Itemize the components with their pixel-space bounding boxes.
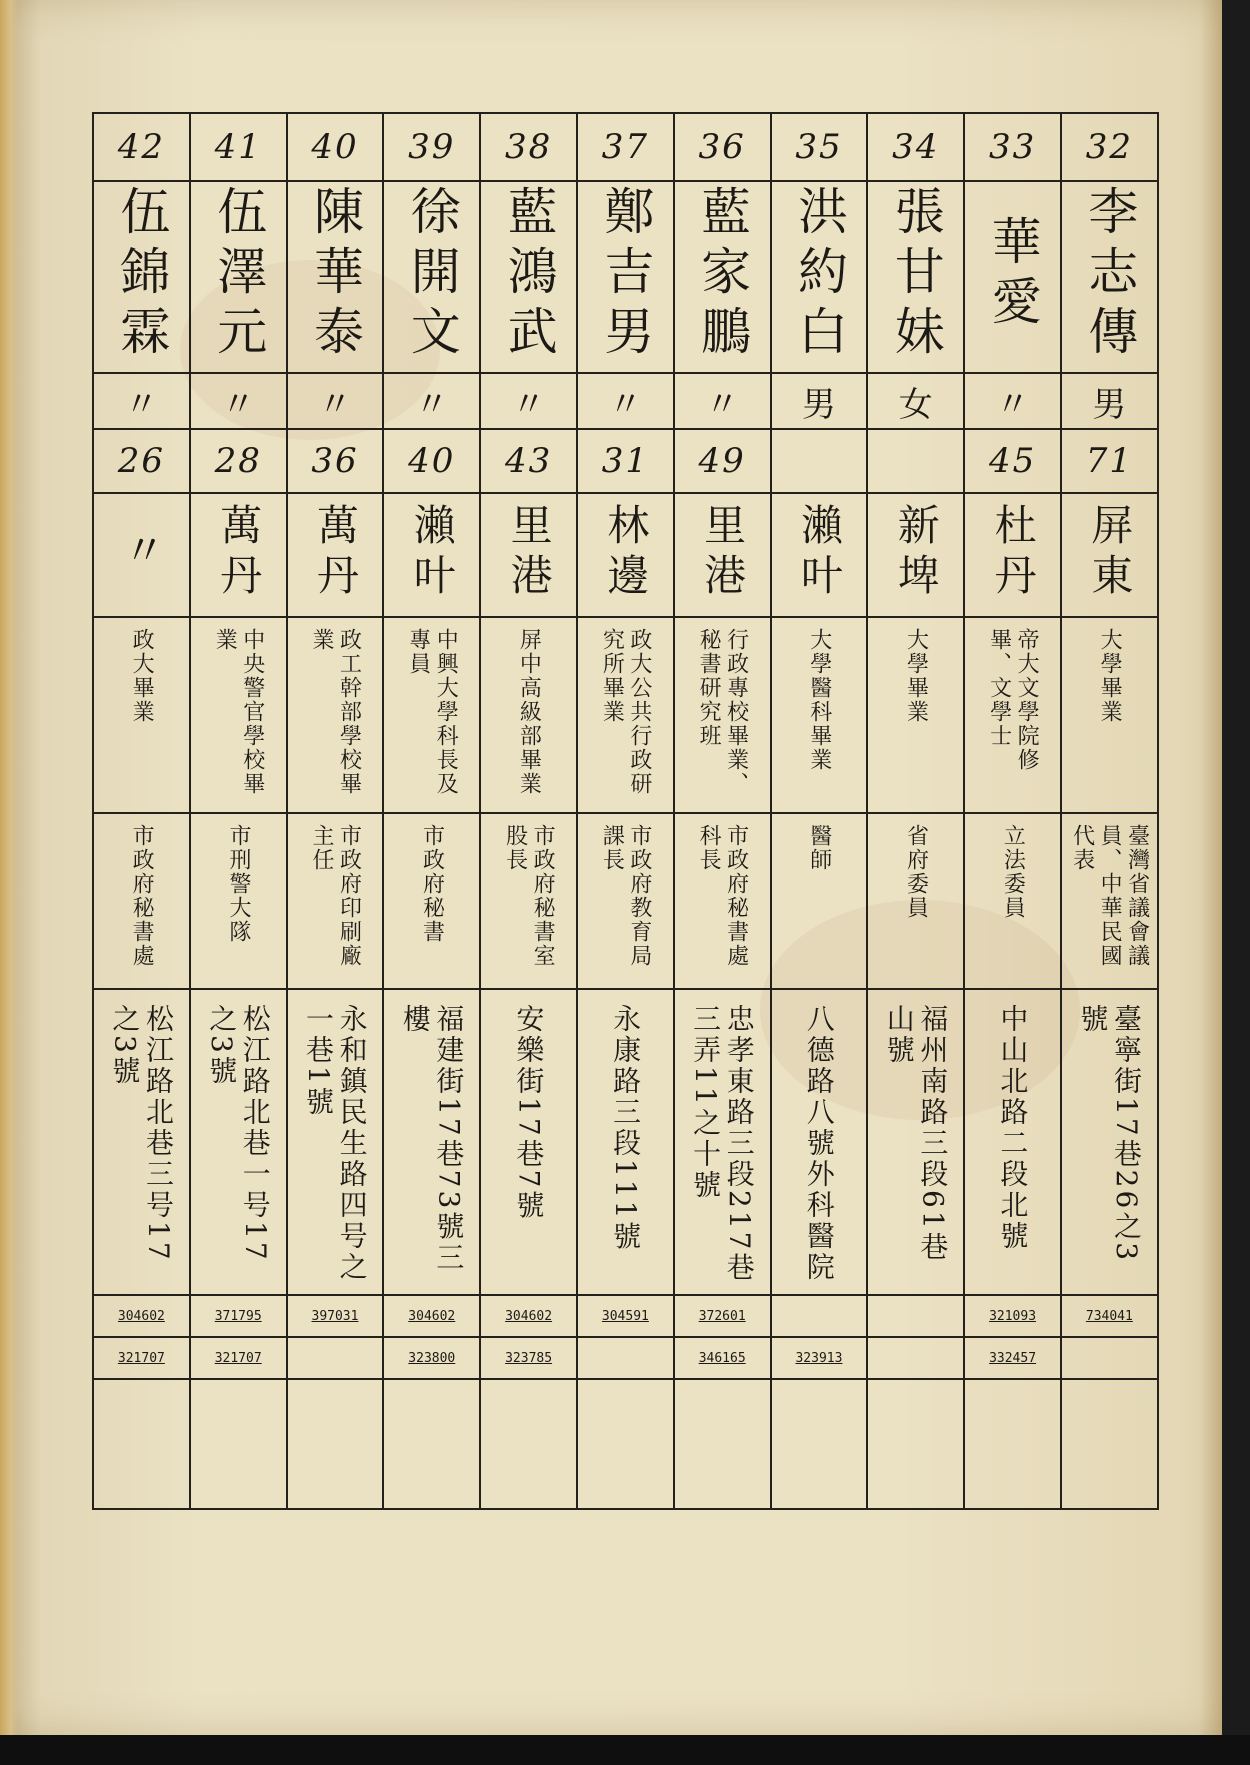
- native-place-cell: [93, 493, 190, 617]
- native-place-text: 〃: [117, 528, 167, 578]
- member-name-text: 伍澤元: [209, 185, 268, 365]
- education-text: 政大畢業: [129, 628, 155, 724]
- occupation-cell: [190, 813, 287, 989]
- education-text: 屏中高級部畢業: [516, 628, 542, 796]
- occupation-text: 市政府秘書處: [129, 824, 155, 968]
- member-name-text: 張甘妹: [886, 185, 945, 365]
- phone-1-cell: 304602: [93, 1295, 190, 1337]
- row-blank: [93, 1379, 1158, 1509]
- address-cell: [190, 989, 287, 1295]
- sex-cell: 〃: [93, 373, 190, 429]
- occupation-text: 市政府教育局課長: [599, 824, 652, 968]
- phone-2-cell: 346165: [674, 1337, 771, 1379]
- education-text: 中央警官學校畢業: [212, 628, 265, 796]
- native-place-cell: [964, 493, 1061, 617]
- sex-cell: 〃: [287, 373, 384, 429]
- education-text: 政大公共行政研究所畢業: [599, 628, 652, 796]
- sex-cell: 〃: [674, 373, 771, 429]
- member-name-cell: [964, 181, 1061, 373]
- blank-cell: [867, 1379, 964, 1509]
- sex-cell: 〃: [964, 373, 1061, 429]
- address-cell: [1061, 989, 1158, 1295]
- phone-2-cell: 323913: [771, 1337, 868, 1379]
- education-text: 大學畢業: [903, 628, 929, 724]
- address-cell: [867, 989, 964, 1295]
- sex-cell: 〃: [383, 373, 480, 429]
- education-text: 政工幹部學校畢業: [308, 628, 362, 796]
- occupation-cell: [93, 813, 190, 989]
- occupation-cell: [964, 813, 1061, 989]
- phone-1-cell: 304602: [383, 1295, 480, 1337]
- member-name-cell: [771, 181, 868, 373]
- phone-2-cell: 321707: [190, 1337, 287, 1379]
- occupation-cell: [867, 813, 964, 989]
- occupation-text: 市刑警大隊: [225, 824, 251, 944]
- native-place-text: 萬丹: [214, 503, 264, 603]
- member-name-text: 鄭吉男: [596, 185, 655, 365]
- phone-2-cell: [1061, 1337, 1158, 1379]
- member-name-cell: [383, 181, 480, 373]
- address-cell: [577, 989, 674, 1295]
- blank-cell: [383, 1379, 480, 1509]
- phone-1-cell: 371795: [190, 1295, 287, 1337]
- sex-cell: 男: [1061, 373, 1158, 429]
- native-place-cell: [867, 493, 964, 617]
- occupation-cell: [287, 813, 384, 989]
- native-place-text: 里港: [698, 503, 748, 603]
- address-cell: [771, 989, 868, 1295]
- phone-1-cell: [771, 1295, 868, 1337]
- address-text: 忠孝東路三段217巷三弄11之十號: [689, 1004, 756, 1284]
- scan-bottom-edge: [0, 1735, 1250, 1765]
- education-cell: [383, 617, 480, 813]
- education-text: 帝大文學院修畢、文學士: [986, 628, 1040, 772]
- address-text: 中山北路二段北號: [996, 1004, 1030, 1252]
- native-place-cell: [674, 493, 771, 617]
- phone-1-cell: 734041: [1061, 1295, 1158, 1337]
- phone-1-cell: 304591: [577, 1295, 674, 1337]
- native-place-text: 林邊: [601, 503, 651, 603]
- row-education: [93, 617, 1158, 813]
- blank-cell: [674, 1379, 771, 1509]
- member-name-text: 藍鴻武: [499, 185, 558, 365]
- address-text: 安樂街17巷7號: [512, 1004, 546, 1222]
- education-cell: [480, 617, 577, 813]
- entry-number-cell: 37: [577, 113, 674, 181]
- row-number: [93, 113, 1158, 181]
- phone-1-cell: 397031: [287, 1295, 384, 1337]
- blank-cell: [480, 1379, 577, 1509]
- row-address: [93, 989, 1158, 1295]
- age-cell: [771, 429, 868, 493]
- age-cell: 28: [190, 429, 287, 493]
- row-occupation: [93, 813, 1158, 989]
- phone-1-cell: [867, 1295, 964, 1337]
- native-place-cell: [1061, 493, 1158, 617]
- phone-2-cell: 323800: [383, 1337, 480, 1379]
- phone-2-cell: [867, 1337, 964, 1379]
- row-age: [93, 429, 1158, 493]
- education-cell: [577, 617, 674, 813]
- phone-1-cell: 304602: [480, 1295, 577, 1337]
- native-place-cell: [577, 493, 674, 617]
- blank-cell: [93, 1379, 190, 1509]
- member-name-text: 陳華泰: [305, 185, 364, 365]
- native-place-text: 里港: [504, 503, 554, 603]
- age-cell: 43: [480, 429, 577, 493]
- member-name-cell: [577, 181, 674, 373]
- address-text: 松江路北巷一号17之3號: [205, 1004, 272, 1263]
- occupation-cell: [383, 813, 480, 989]
- address-cell: [674, 989, 771, 1295]
- native-place-cell: [383, 493, 480, 617]
- address-cell: [964, 989, 1061, 1295]
- education-text: 大學醫科畢業: [806, 628, 832, 772]
- address-text: 福建街17巷73號三樓: [398, 1004, 466, 1274]
- phone-2-cell: 323785: [480, 1337, 577, 1379]
- age-cell: 31: [577, 429, 674, 493]
- row-phone-1: [93, 1295, 1158, 1337]
- member-name-cell: [674, 181, 771, 373]
- member-name-text: 華愛: [983, 215, 1042, 335]
- entry-number-cell: 39: [383, 113, 480, 181]
- occupation-cell: [1061, 813, 1158, 989]
- row-native-place: [93, 493, 1158, 617]
- address-text: 永和鎮民生路四号之一巷1號: [301, 1004, 369, 1283]
- member-name-text: 洪約白: [789, 185, 848, 365]
- occupation-cell: [577, 813, 674, 989]
- member-name-cell: [867, 181, 964, 373]
- occupation-text: 臺灣省議會議員、中華民國代表: [1069, 824, 1150, 968]
- native-place-text: 屏東: [1085, 503, 1135, 603]
- occupation-text: 市政府秘書處科長: [696, 824, 749, 968]
- address-cell: [383, 989, 480, 1295]
- blank-cell: [771, 1379, 868, 1509]
- blank-cell: [190, 1379, 287, 1509]
- member-name-cell: [480, 181, 577, 373]
- member-name-cell: [1061, 181, 1158, 373]
- occupation-cell: [674, 813, 771, 989]
- member-name-cell: [190, 181, 287, 373]
- age-cell: 71: [1061, 429, 1158, 493]
- phone-2-cell: 332457: [964, 1337, 1061, 1379]
- age-cell: 40: [383, 429, 480, 493]
- entry-number-cell: 34: [867, 113, 964, 181]
- native-place-cell: [480, 493, 577, 617]
- blank-cell: [577, 1379, 674, 1509]
- phone-2-cell: [577, 1337, 674, 1379]
- occupation-text: 市政府印刷廠主任: [308, 824, 362, 968]
- address-cell: [480, 989, 577, 1295]
- native-place-text: 瀨叶: [407, 503, 457, 603]
- education-text: 行政專校畢業、秘書研究班: [696, 628, 749, 796]
- address-text: 永康路三段111號: [609, 1004, 643, 1253]
- native-place-text: 杜丹: [988, 503, 1038, 603]
- native-place-text: 萬丹: [310, 503, 360, 603]
- phone-2-cell: [287, 1337, 384, 1379]
- native-place-cell: [287, 493, 384, 617]
- member-name-text: 藍家鵬: [693, 185, 752, 365]
- member-name-text: 伍錦霖: [112, 185, 171, 365]
- address-cell: [93, 989, 190, 1295]
- education-cell: [190, 617, 287, 813]
- entry-number-cell: 41: [190, 113, 287, 181]
- address-text: 臺寧街17巷26之3號: [1076, 1004, 1143, 1264]
- sex-cell: 〃: [577, 373, 674, 429]
- sex-cell: 女: [867, 373, 964, 429]
- occupation-text: 市政府秘書: [419, 824, 445, 944]
- entry-number-cell: 40: [287, 113, 384, 181]
- education-cell: [1061, 617, 1158, 813]
- occupation-text: 醫師: [806, 824, 832, 872]
- blank-cell: [287, 1379, 384, 1509]
- address-text: 松江路北巷三号17之3號: [108, 1004, 175, 1263]
- education-cell: [287, 617, 384, 813]
- education-cell: [867, 617, 964, 813]
- entry-number-cell: 42: [93, 113, 190, 181]
- entry-number-cell: 32: [1061, 113, 1158, 181]
- entry-number-cell: 35: [771, 113, 868, 181]
- blank-cell: [1061, 1379, 1158, 1509]
- education-cell: [771, 617, 868, 813]
- native-place-text: 瀨叶: [794, 503, 844, 603]
- native-place-cell: [190, 493, 287, 617]
- phone-1-cell: 321093: [964, 1295, 1061, 1337]
- row-phone-2: [93, 1337, 1158, 1379]
- address-cell: [287, 989, 384, 1295]
- blank-cell: [964, 1379, 1061, 1509]
- phone-2-cell: 321707: [93, 1337, 190, 1379]
- entry-number-cell: 38: [480, 113, 577, 181]
- sex-cell: 男: [771, 373, 868, 429]
- age-cell: 26: [93, 429, 190, 493]
- native-place-text: 新埤: [891, 503, 941, 603]
- education-text: 中興大學科長及專員: [405, 628, 459, 796]
- address-text: 八德路八號外科醫院: [802, 1004, 836, 1283]
- age-cell: [867, 429, 964, 493]
- occupation-text: 市政府秘書室股長: [502, 824, 556, 968]
- occupation-text: 立法委員: [1000, 824, 1026, 920]
- age-cell: 36: [287, 429, 384, 493]
- age-cell: 49: [674, 429, 771, 493]
- native-place-cell: [771, 493, 868, 617]
- row-sex: [93, 373, 1158, 429]
- member-register-table: [92, 112, 1159, 1510]
- entry-number-cell: 36: [674, 113, 771, 181]
- member-name-cell: [287, 181, 384, 373]
- member-name-text: 徐開文: [402, 185, 461, 365]
- member-name-cell: [93, 181, 190, 373]
- education-cell: [964, 617, 1061, 813]
- education-cell: [674, 617, 771, 813]
- occupation-text: 省府委員: [903, 824, 929, 920]
- education-text: 大學畢業: [1097, 628, 1123, 724]
- entry-number-cell: 33: [964, 113, 1061, 181]
- age-cell: 45: [964, 429, 1061, 493]
- member-name-text: 李志傳: [1080, 185, 1139, 365]
- sex-cell: 〃: [190, 373, 287, 429]
- row-name: [93, 181, 1158, 373]
- address-text: 福州南路三段61巷山號: [882, 1004, 950, 1263]
- sex-cell: 〃: [480, 373, 577, 429]
- phone-1-cell: 372601: [674, 1295, 771, 1337]
- education-cell: [93, 617, 190, 813]
- occupation-cell: [480, 813, 577, 989]
- occupation-cell: [771, 813, 868, 989]
